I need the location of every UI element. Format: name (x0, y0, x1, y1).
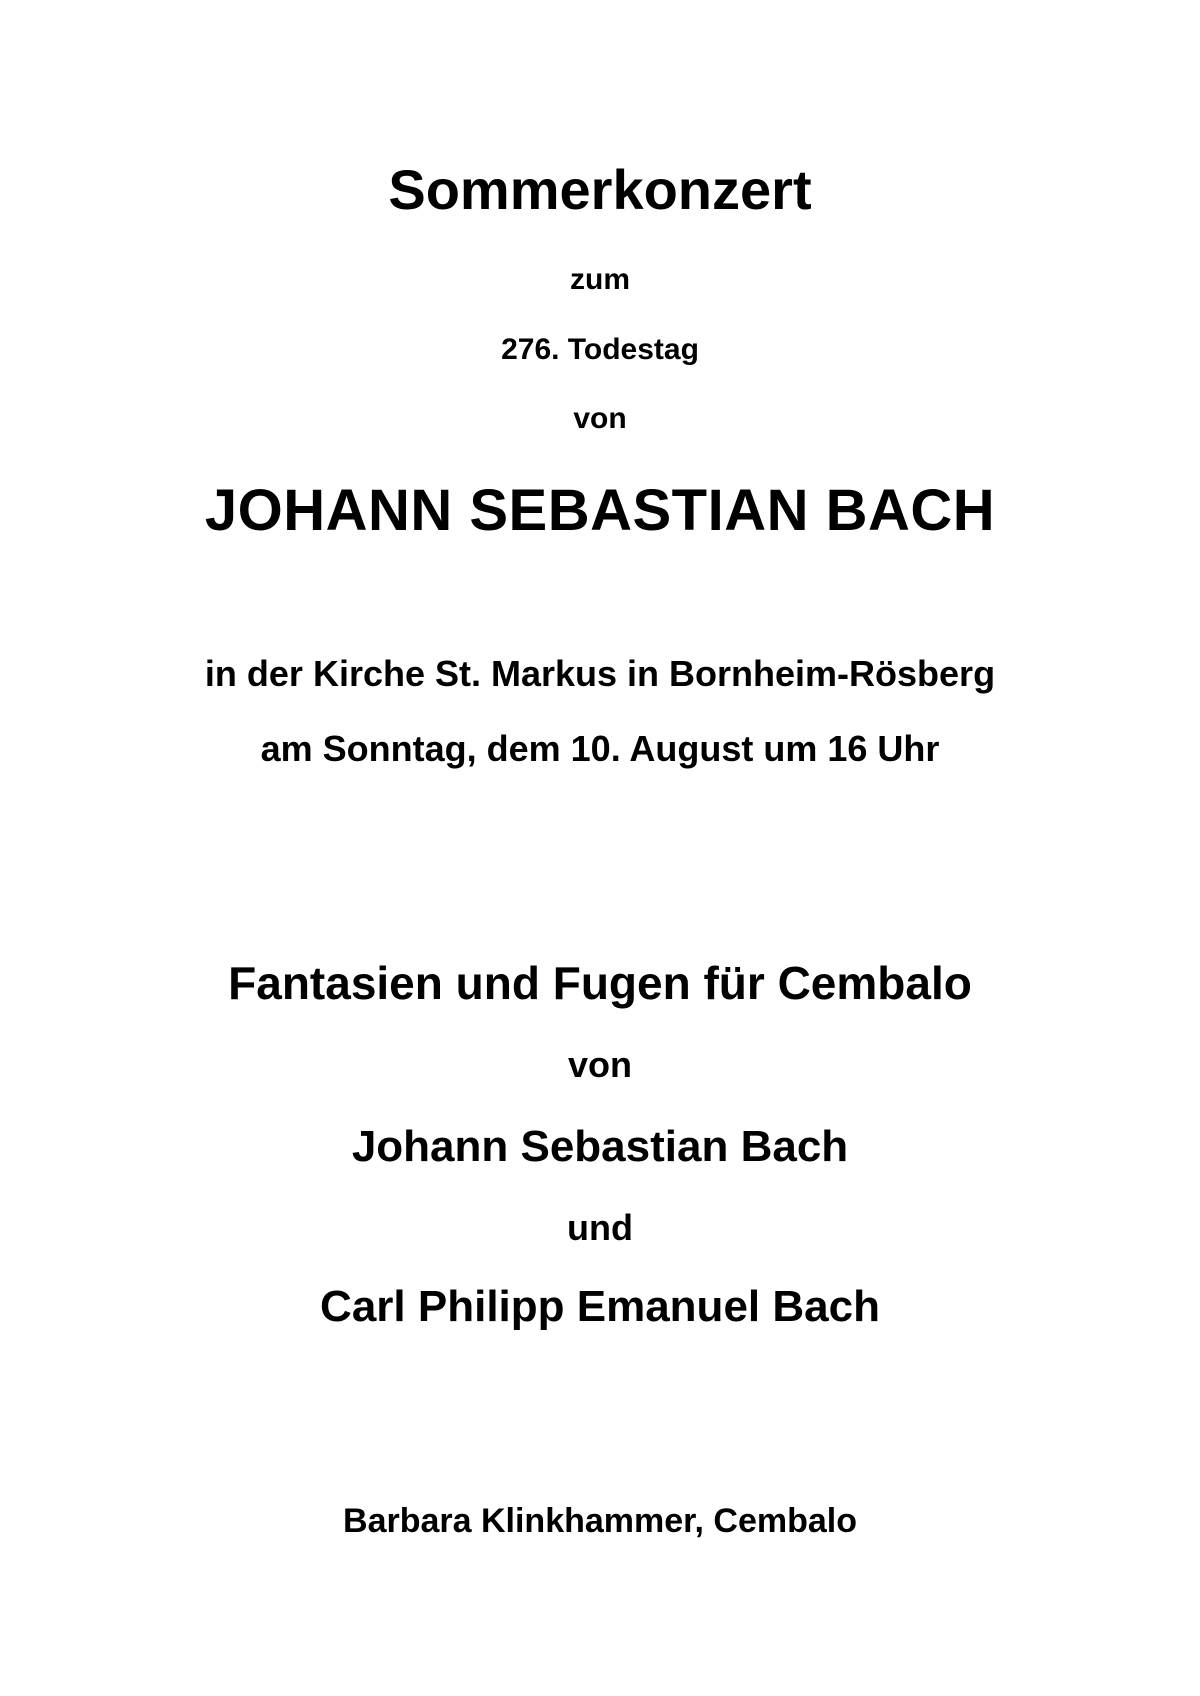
program-und: und (567, 1207, 633, 1248)
occasion-anniversary: 276. Todestag (501, 333, 699, 366)
program-von: von (567, 1044, 632, 1085)
composer-heading: JOHANN SEBASTIAN BACH (204, 478, 996, 543)
occasion-von: von (573, 402, 627, 435)
program-composer-jsb: Johann Sebastian Bach (351, 1122, 849, 1171)
program-title: Fantasien und Fugen für Cembalo (228, 957, 972, 1009)
occasion-zum: zum (570, 263, 630, 296)
date-text: am Sonntag, dem 10. August um 16 Uhr (260, 728, 940, 769)
poster-title: Sommerkonzert (388, 158, 812, 221)
performer-credit: Barbara Klinkhammer, Cembalo (343, 1502, 857, 1540)
program-composer-cpe: Carl Philipp Emanuel Bach (320, 1282, 880, 1331)
venue-text: in der Kirche St. Markus in Bornheim-Rösberg (204, 653, 996, 694)
